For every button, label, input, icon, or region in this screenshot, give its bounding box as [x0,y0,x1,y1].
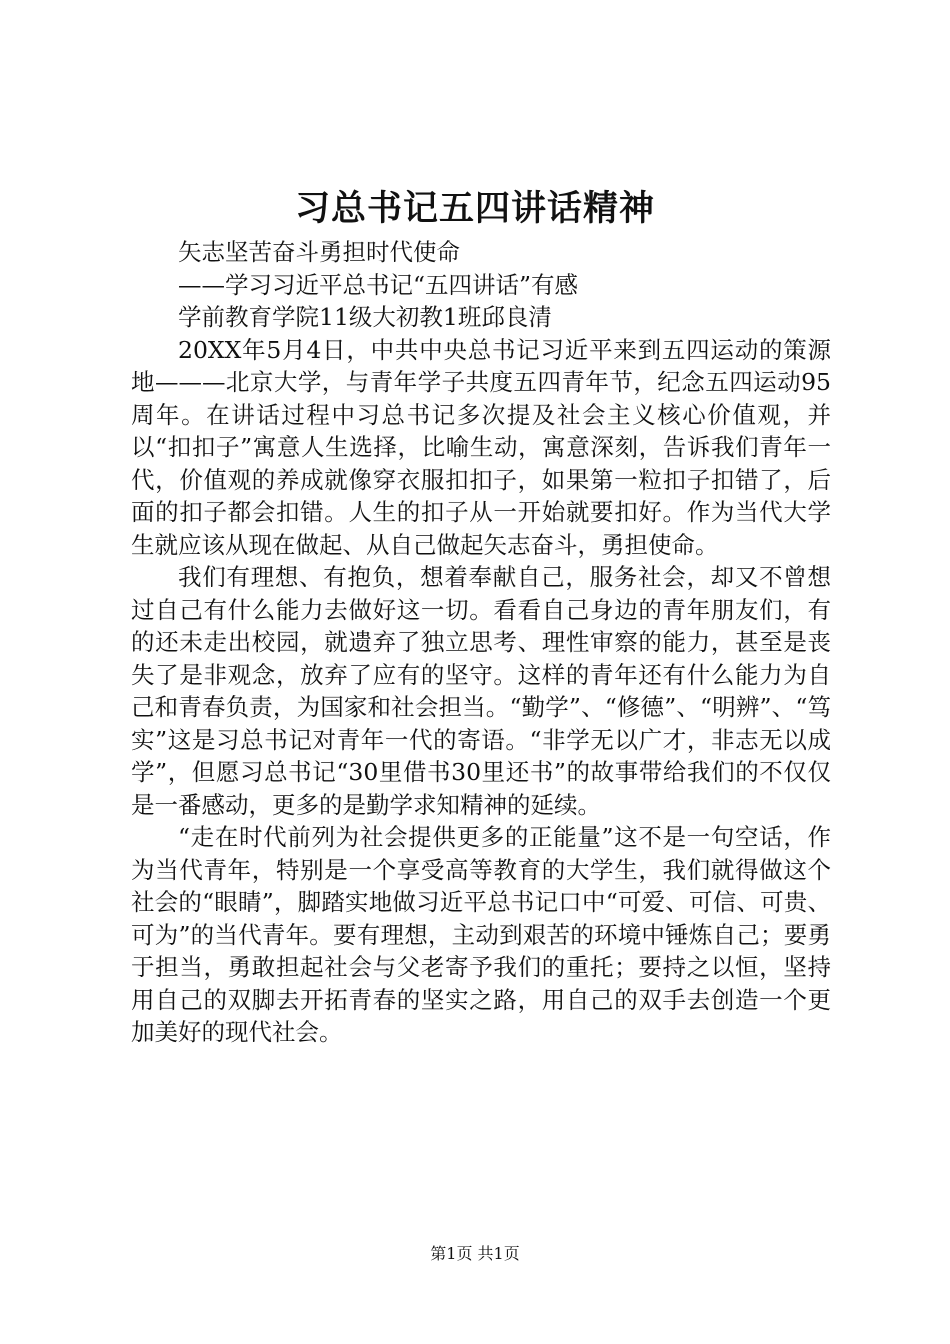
body-paragraph: “走在时代前列为社会提供更多的正能量”这不是一句空话，作为当代青年，特别是一个享受高等教育的大学生，我们就得做这个社会的“眼睛”，脚踏实地做习近平总书记口中“可爱、可信、可贵、可为”的当代青年。要有理想，主动到艰苦的环境中锤炼自己；要勇于担当，勇敢担起社会与父老寄予我们的重托；要持之以恒，坚持用自己的双脚去开拓青春的坚实之路，用自己的双手去创造一个更加美好的现代社会。 [131,823,831,1046]
body-paragraph: 我们有理想、有抱负，想着奉献自己，服务社会，却又不曾想过自己有什么能力去做好这一切。看看自己身边的青年朋友们，有的还未走出校园，就遗弃了独立思考、理性审察的能力，甚至是丧失了是非观念，放弃了应有的坚守。这样的青年还有什么能力为自己和青春负责，为国家和社会担当。“勤学”、“修德”、“明辨”、“笃实”这是习总书记对青年一代的寄语。“非学无以广才，非志无以成学”，但愿习总书记“30里借书30里还书”的故事带给我们的不仅仅是一番感动，更多的是勤学求知精神的延续。 [131,563,831,819]
author-line: 学前教育学院11级大初教1班邱良清 [178,303,552,331]
document-title: 习总书记五四讲话精神 [294,188,655,229]
subtitle-line: ——学习习近平总书记“五四讲话”有感 [178,270,579,299]
page-footer: 第1页 共1页 [430,1244,520,1263]
subtitle-line: 矢志坚苦奋斗勇担时代使命 [178,238,460,266]
body-paragraph: 20XX年5月4日，中共中央总书记习近平来到五四运动的策源地———北京大学，与青年学子共度五四青年节，纪念五四运动95周年。在讲话过程中习总书记多次提及社会主义核心价值观，并以“扣扣子”寓意人生选择，比喻生动，寓意深刻，告诉我们青年一代，价值观的养成就像穿衣服扣扣子，如果第一粒扣子扣错了，后面的扣子都会扣错。人生的扣子从一开始就要扣好。作为当代大学生就应该从现在做起、从自己做起矢志奋斗，勇担使命。 [131,335,831,559]
document-body [131,236,831,1049]
